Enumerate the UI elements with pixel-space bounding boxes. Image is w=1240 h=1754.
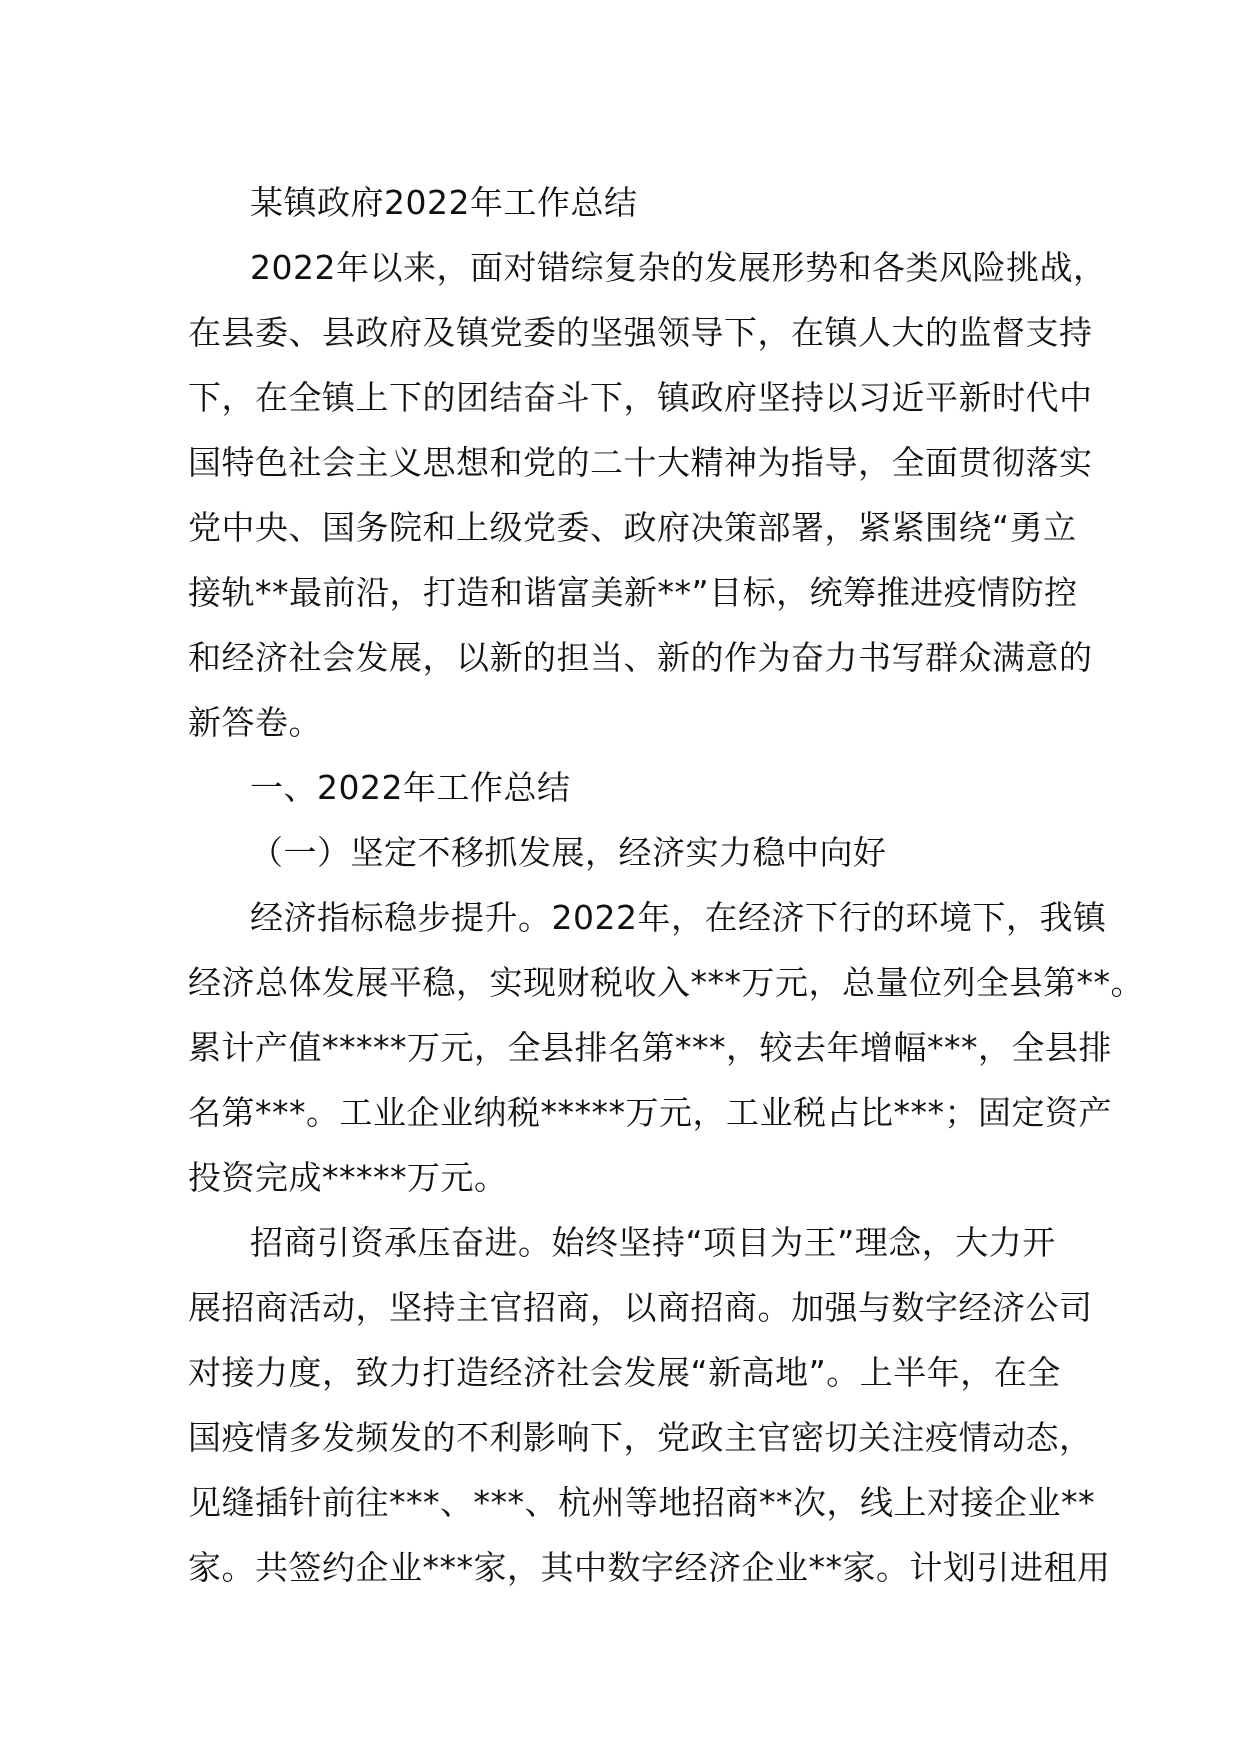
paragraph-line: 2022年以来，面对错综复杂的发展形势和各类风险挑战， [250,248,1107,287]
paragraph-line: 新答卷。 [188,703,322,742]
economic-indicators-paragraph [188,885,1144,1210]
paragraph-line: 下，在全镇上下的团结奋斗下，镇政府坚持以习近平新时代中 [188,378,1093,417]
paragraph-line: 党中央、国务院和上级党委、政府决策部署，紧紧围绕“勇立 [188,508,1077,547]
paragraph-line: 经济指标稳步提升。2022年，在经济下行的环境下，我镇 [250,898,1107,937]
paragraph-line: 经济总体发展平稳，实现财税收入***万元，总量位列全县第**。 [188,963,1144,1002]
section-heading: 一、2022年工作总结 [250,768,571,807]
paragraph-line: 投资完成*****万元。 [188,1158,508,1197]
document-page [188,170,1144,1600]
subsection-heading: （一）坚定不移抓发展，经济实力稳中向好 [250,833,887,872]
paragraph-line: 对接力度，致力打造经济社会发展“新高地”。上半年，在全 [188,1353,1061,1392]
investment-attraction-paragraph [188,1210,1111,1600]
paragraph-line: 和经济社会发展，以新的担当、新的作为奋力书写群众满意的 [188,638,1093,677]
paragraph-line: 累计产值*****万元，全县排名第***，较去年增幅***，全县排 [188,1028,1112,1067]
paragraph-line: 在县委、县政府及镇党委的坚强领导下，在镇人大的监督支持 [188,313,1093,352]
paragraph-line: 接轨**最前沿，打造和谐富美新**”目标，统筹推进疫情防控 [188,573,1078,612]
paragraph-line: 见缝插针前往***、***、杭州等地招商**次，线上对接企业** [188,1483,1095,1522]
document-title: 某镇政府2022年工作总结 [250,183,638,222]
paragraph-line: 招商引资承压奋进。始终坚持“项目为王”理念，大力开 [250,1223,1056,1262]
paragraph-line: 展招商活动，坚持主官招商，以商招商。加强与数字经济公司 [188,1288,1093,1327]
paragraph-line: 家。共签约企业***家，其中数字经济企业**家。计划引进租用 [188,1548,1111,1587]
intro-paragraph [188,235,1107,755]
paragraph-line: 国疫情多发频发的不利影响下，党政主官密切关注疫情动态， [188,1418,1093,1457]
paragraph-line: 国特色社会主义思想和党的二十大精神为指导，全面贯彻落实 [188,443,1093,482]
paragraph-line: 名第***。工业企业纳税*****万元，工业税占比***；固定资产 [188,1093,1112,1132]
